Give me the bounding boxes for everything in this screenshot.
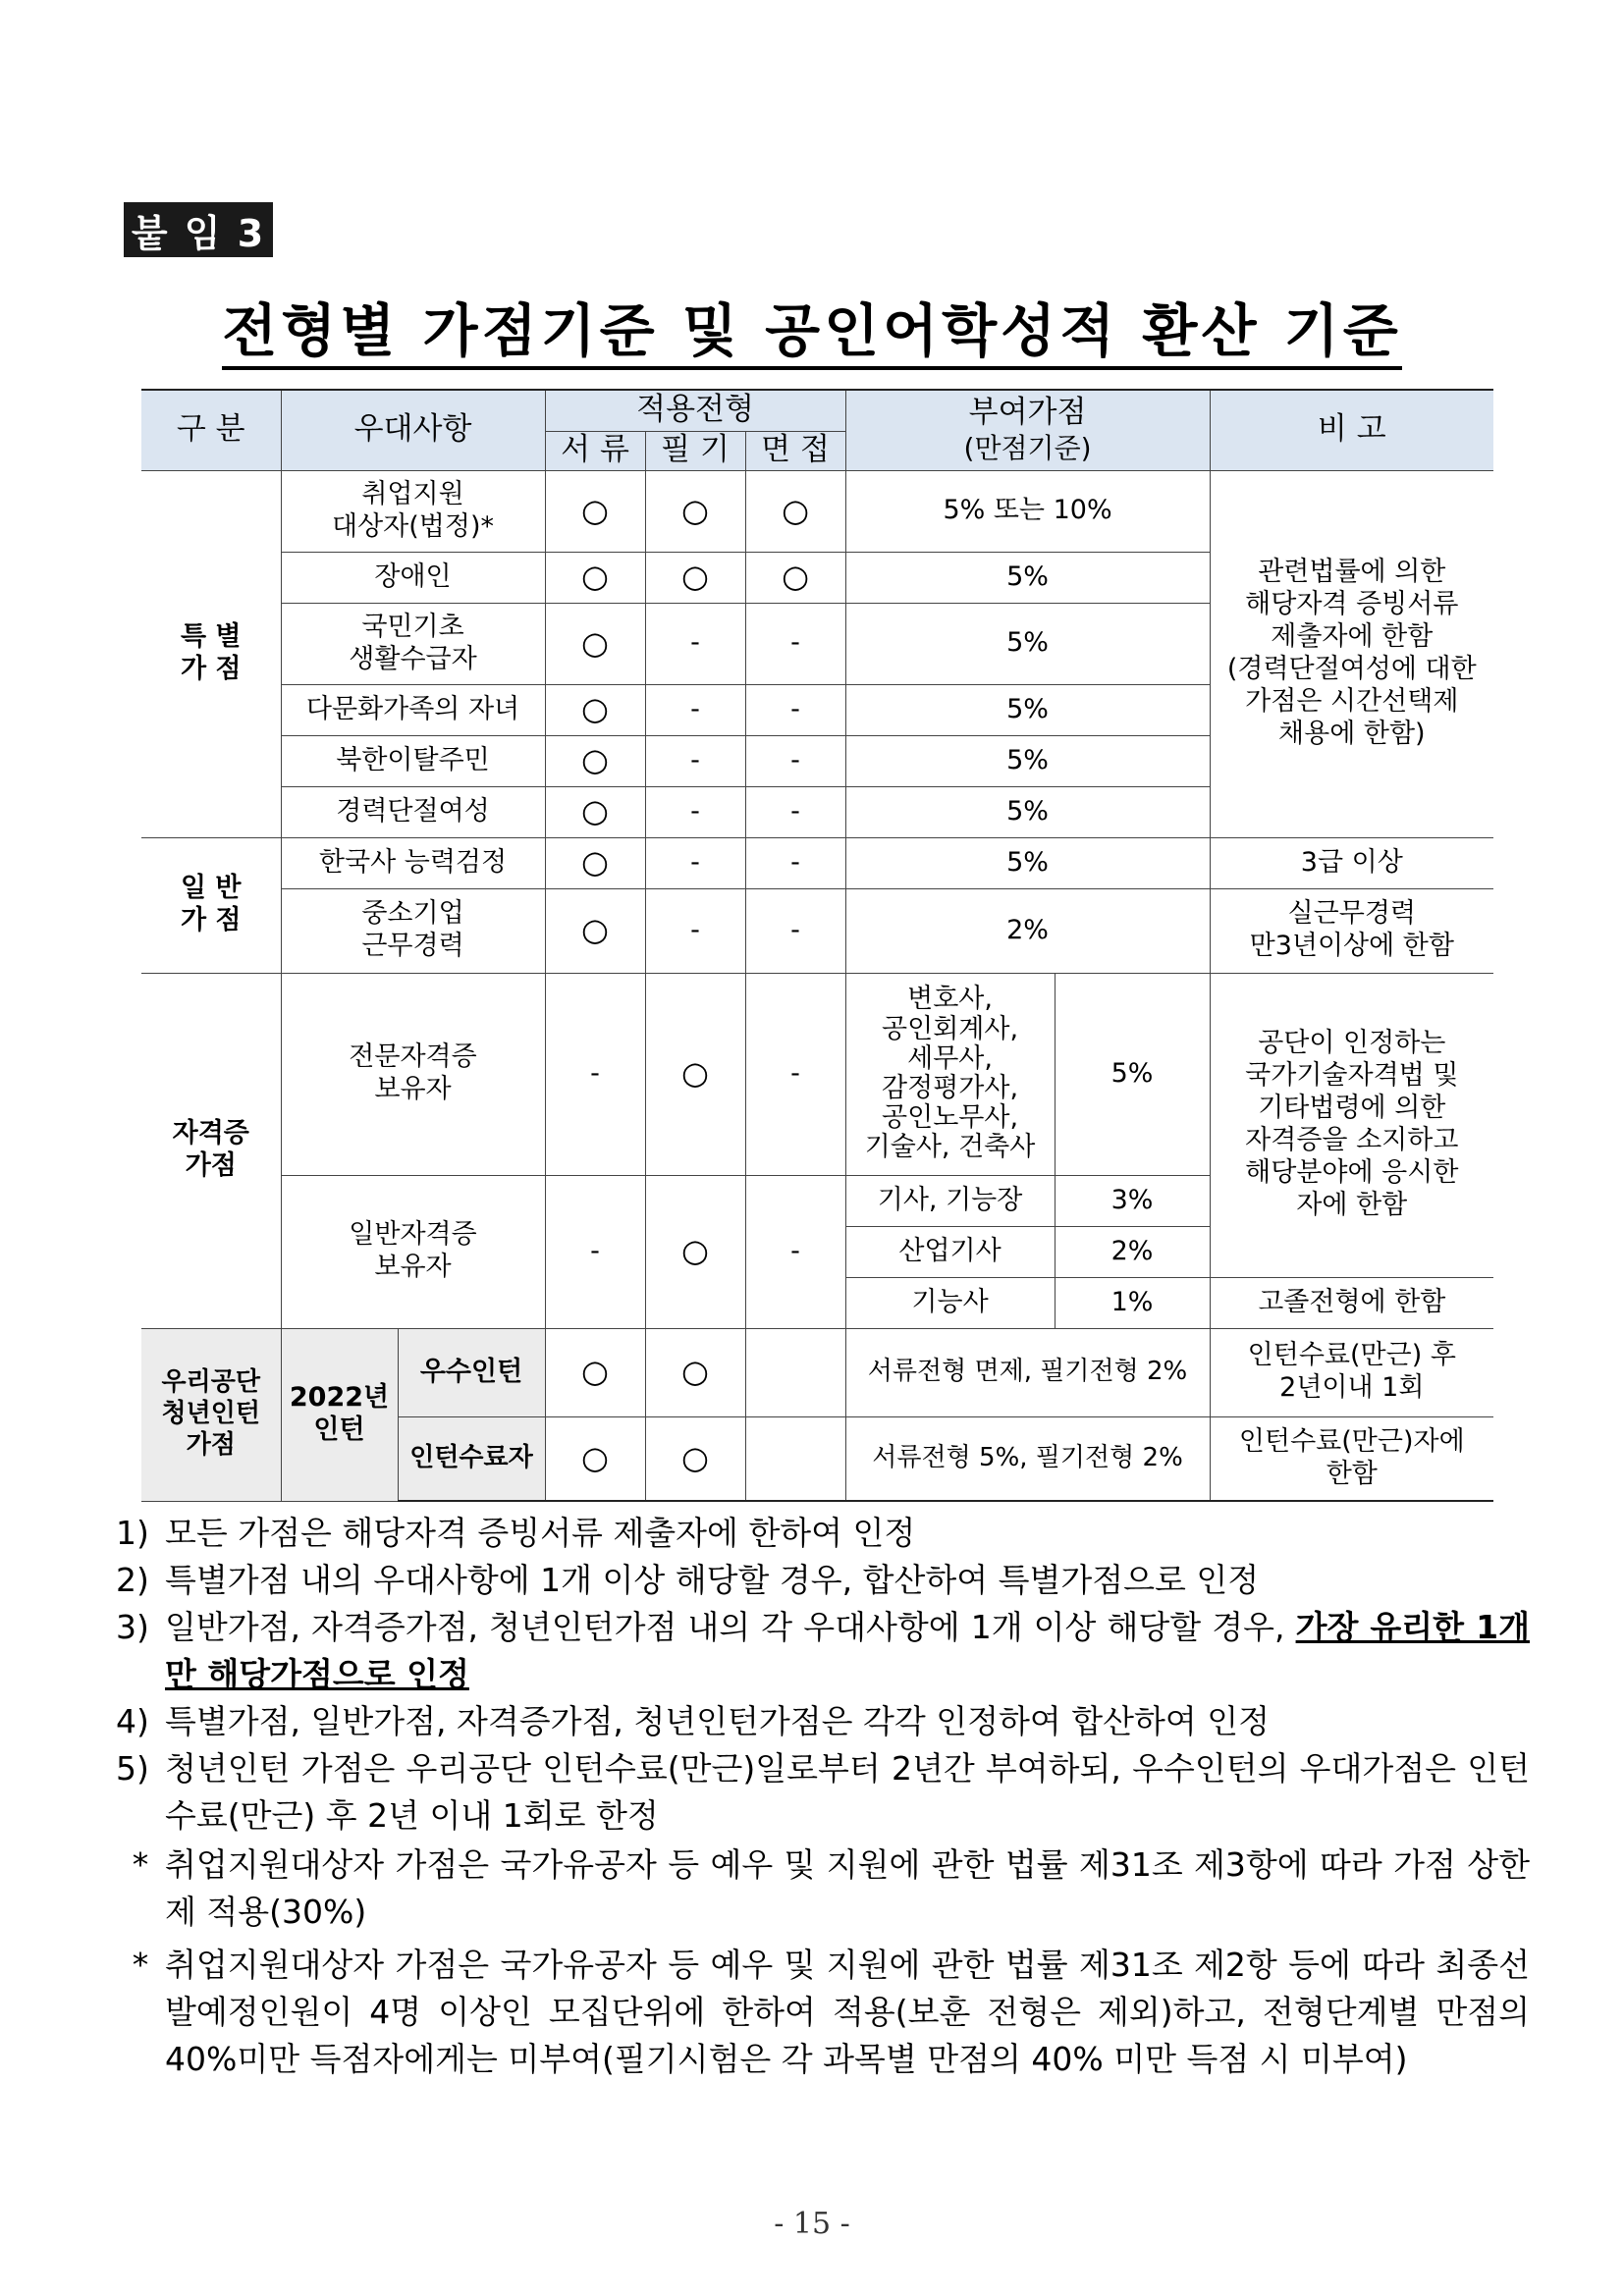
apply-interview-cell: - [745, 973, 845, 1175]
apply-interview-cell [745, 1416, 845, 1501]
apply-written-cell: - [645, 735, 745, 786]
header-category: 구 분 [141, 390, 281, 470]
apply-interview-cell: - [745, 786, 845, 837]
category-general: 일 반 가 점 [141, 837, 281, 973]
item-cell: 우수인턴 [398, 1328, 545, 1416]
points-cell: 서류전형 면제, 필기전형 2% [845, 1328, 1210, 1416]
item-cell: 한국사 능력검정 [281, 837, 545, 888]
apply-written-cell: ○ [645, 1175, 745, 1328]
apply-doc-cell: ○ [545, 888, 645, 973]
item-cell: 취업지원 대상자(법정)* [281, 470, 545, 552]
table-row [141, 837, 1493, 888]
apply-interview-cell: - [745, 603, 845, 684]
apply-doc-cell: ○ [545, 735, 645, 786]
item-cell: 경력단절여성 [281, 786, 545, 837]
points-cell: 5% [845, 552, 1210, 603]
note-item: 2) 특별가점 내의 우대사항에 1개 이상 해당할 경우, 합산하여 특별가점으로 인정 [116, 1561, 1260, 1599]
note-item: 3) 일반가점, 자격증가점, 청년인턴가점 내의 각 우대사항에 1개 이상 해당할 경우, 가장 유리한 1개만 해당가점으로 인정 [116, 1608, 1530, 1693]
note-item: * 취업지원대상자 가점은 국가유공자 등 예우 및 지원에 관한 법률 제31조 제2항 등에 따라 최종선발예정인원이 4명 이상인 모집단위에 한하여 적용(보훈 전형은 제외)하고, 전형단계별 만점의 40%미만 득점자에게는 미부여(필기시험은 각 과목별 만점의 40% 미만 득점 시 미부여) [132, 1946, 1530, 2078]
remark-cell: 3급 이상 [1210, 837, 1493, 888]
page-title: 전형별 가점기준 및 공인어학성적 환산 기준 [0, 285, 1624, 367]
intern-year: 2022년 인턴 [281, 1328, 398, 1501]
points-cell: 서류전형 5%, 필기전형 2% [845, 1416, 1210, 1501]
points-cell: 2% [1055, 1226, 1210, 1277]
apply-doc-cell: ○ [545, 470, 645, 552]
apply-written-cell: ○ [645, 552, 745, 603]
apply-doc-cell: ○ [545, 552, 645, 603]
header-apply: 적용전형 [545, 390, 845, 431]
apply-doc-cell: ○ [545, 603, 645, 684]
apply-interview-cell: - [745, 735, 845, 786]
item-cell: 일반자격증 보유자 [281, 1175, 545, 1328]
category-special: 특 별 가 점 [141, 470, 281, 837]
apply-interview-cell: - [745, 1175, 845, 1328]
points-cell: 5% [845, 786, 1210, 837]
apply-interview-cell: ○ [745, 470, 845, 552]
item-cell: 인턴수료자 [398, 1416, 545, 1501]
points-cell: 1% [1055, 1277, 1210, 1328]
table-row [141, 973, 1493, 1175]
remark-cert: 공단이 인정하는 국가기술자격법 및 기타법령에 의한 자격증을 소지하고 해당분야에 응시한 자에 한함 [1210, 973, 1493, 1277]
header-item: 우대사항 [281, 390, 545, 470]
apply-interview-cell: - [745, 684, 845, 735]
apply-interview-cell: - [745, 888, 845, 973]
attachment-badge: 붙 임 3 [124, 202, 273, 257]
apply-doc-cell: ○ [545, 1328, 645, 1416]
note-item: * 취업지원대상자 가점은 국가유공자 등 예우 및 지원에 관한 법률 제31조 제3항에 따라 가점 상한제 적용(30%) [132, 1845, 1530, 1931]
points-cell: 5% [845, 837, 1210, 888]
apply-written-cell: ○ [645, 1416, 745, 1501]
cert-type-cell: 기사, 기능장 [845, 1175, 1055, 1226]
points-cell: 5% [1055, 973, 1210, 1175]
table-row [141, 888, 1493, 973]
header-apply-written: 필 기 [645, 431, 745, 470]
points-cell: 3% [1055, 1175, 1210, 1226]
item-cell: 중소기업 근무경력 [281, 888, 545, 973]
apply-doc-cell: ○ [545, 786, 645, 837]
notes-list [116, 1510, 1530, 2083]
item-cell: 국민기초 생활수급자 [281, 603, 545, 684]
apply-written-cell: - [645, 684, 745, 735]
item-cell: 다문화가족의 자녀 [281, 684, 545, 735]
apply-written-cell: - [645, 786, 745, 837]
remark-special: 관련법률에 의한 해당자격 증빙서류 제출자에 한함 (경력단절여성에 대한 가점은 시간선택제 채용에 한함) [1210, 470, 1493, 837]
apply-doc-cell: ○ [545, 837, 645, 888]
apply-doc-cell: ○ [545, 1416, 645, 1501]
apply-written-cell: - [645, 888, 745, 973]
apply-interview-cell: - [745, 837, 845, 888]
apply-interview-cell: ○ [745, 552, 845, 603]
item-cell: 전문자격증 보유자 [281, 973, 545, 1175]
apply-doc-cell: - [545, 1175, 645, 1328]
category-intern: 우리공단 청년인턴 가점 [141, 1328, 281, 1501]
points-cell: 2% [845, 888, 1210, 973]
note-item: 4) 특별가점, 일반가점, 자격증가점, 청년인턴가점은 각각 인정하여 합산하여 인정 [116, 1702, 1270, 1740]
apply-doc-cell: ○ [545, 684, 645, 735]
note-item: 1) 모든 가점은 해당자격 증빙서류 제출자에 한하여 인정 [116, 1514, 916, 1552]
cert-type-cell: 기능사 [845, 1277, 1055, 1328]
apply-written-cell: - [645, 837, 745, 888]
note-item: 5) 청년인턴 가점은 우리공단 인턴수료(만근)일로부터 2년간 부여하되, 우수인턴의 우대가점은 인턴수료(만근) 후 2년 이내 1회로 한정 [116, 1749, 1530, 1835]
page-number: - 15 - [774, 2207, 850, 2241]
header-apply-doc: 서 류 [545, 431, 645, 470]
remark-cell: 인턴수료(만근) 후 2년이내 1회 [1210, 1328, 1493, 1416]
apply-written-cell: - [645, 603, 745, 684]
points-cell: 5% 또는 10% [845, 470, 1210, 552]
points-cell: 5% [845, 684, 1210, 735]
apply-written-cell: ○ [645, 1328, 745, 1416]
remark-cell: 인턴수료(만근)자에 한함 [1210, 1416, 1493, 1501]
remark-cell: 고졸전형에 한함 [1210, 1277, 1493, 1328]
table-row [141, 1328, 1493, 1416]
apply-interview-cell [745, 1328, 845, 1416]
category-cert: 자격증 가점 [141, 973, 281, 1328]
header-remark: 비 고 [1210, 390, 1493, 470]
emphasis-text: 가장 유리한 1개만 해당가점으로 인정 [165, 1608, 1530, 1693]
remark-cell: 실근무경력 만3년이상에 한함 [1210, 888, 1493, 973]
header-apply-interview: 면 접 [745, 431, 845, 470]
table-row [141, 470, 1493, 552]
apply-written-cell: ○ [645, 470, 745, 552]
apply-doc-cell: - [545, 973, 645, 1175]
item-cell: 장애인 [281, 552, 545, 603]
cert-type-cell: 변호사, 공인회계사, 세무사, 감정평가사, 공인노무사, 기술사, 건축사 [845, 973, 1055, 1175]
apply-written-cell: ○ [645, 973, 745, 1175]
points-cell: 5% [845, 603, 1210, 684]
cert-type-cell: 산업기사 [845, 1226, 1055, 1277]
header-points: 부여가점 (만점기준) [845, 390, 1210, 470]
points-cell: 5% [845, 735, 1210, 786]
bonus-points-table [141, 389, 1493, 1502]
item-cell: 북한이탈주민 [281, 735, 545, 786]
